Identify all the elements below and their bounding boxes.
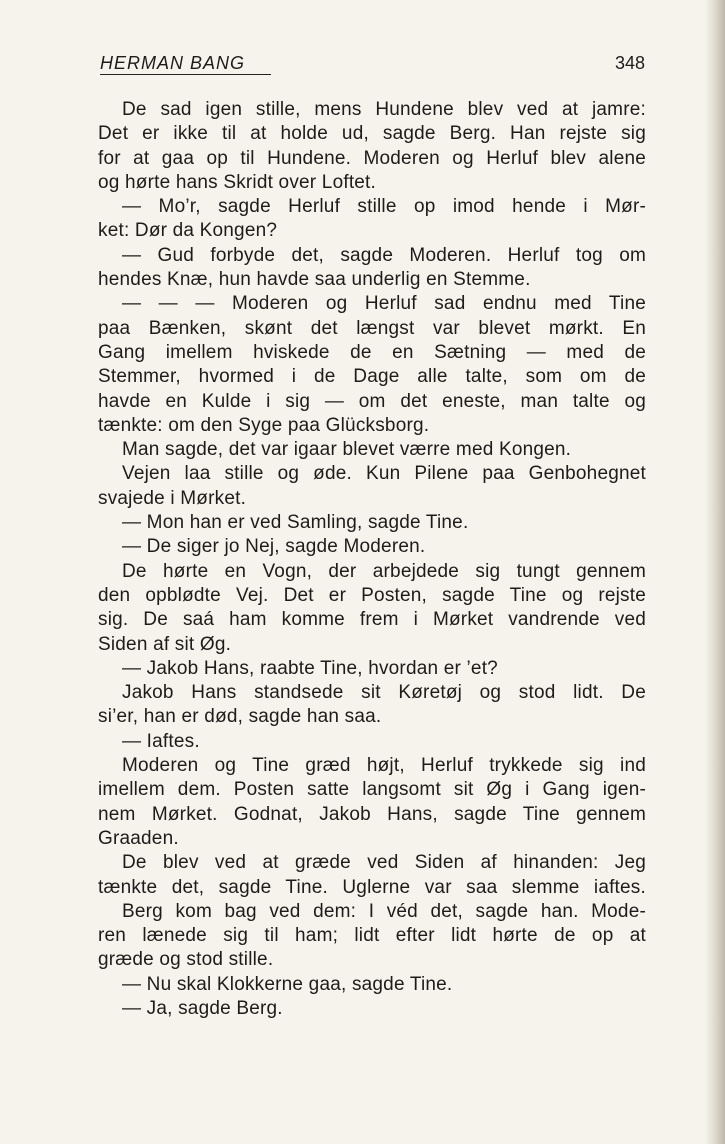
text-line: Det er ikke til at holde ud, sagde Berg. Han rejste sig bbox=[98, 123, 646, 145]
text-line: — Jakob Hans, raabte Tine, hvordan er ’et? bbox=[122, 657, 498, 679]
text-line: svajede i Mørket. bbox=[98, 487, 247, 509]
text-line: ren lænede sig til ham; lidt efter lidt hørte de op at bbox=[98, 925, 646, 947]
text-line: — Mon han er ved Samling, sagde Tine. bbox=[122, 512, 469, 534]
text-line: Stemmer, hvormed i de Dage alle talte, som om de bbox=[98, 366, 646, 388]
page-header bbox=[100, 52, 645, 80]
text-line: De sad igen stille, mens Hundene blev ved at jamre: bbox=[122, 99, 646, 120]
text-line: Man sagde, det var igaar blevet værre med Kongen. bbox=[122, 439, 572, 461]
text-line: De blev ved at græde ved Siden af hinanden: Jeg bbox=[122, 852, 646, 874]
text-line: imellem dem. Posten satte langsomt sit Øg i Gang igen- bbox=[98, 779, 646, 801]
text-line: — Mo’r, sagde Herluf stille op imod hende i Mør- bbox=[122, 196, 646, 218]
text-line: den opblødte Vej. Det er Posten, sagde Tine og rejste bbox=[98, 584, 646, 606]
text-line: græde og stod stille. bbox=[98, 949, 274, 971]
text-line: si’er, han er død, sagde han saa. bbox=[98, 706, 382, 728]
text-line: Moderen og Tine græd højt, Herluf trykkede sig ind bbox=[122, 755, 646, 777]
page-edge-shadow bbox=[705, 0, 725, 1144]
text-line: for at gaa op til Hundene. Moderen og Herluf blev alene bbox=[98, 147, 646, 169]
body-text bbox=[98, 98, 646, 1021]
text-line: De hørte en Vogn, der arbejdede sig tungt gennem bbox=[122, 560, 646, 582]
text-line: — Iaftes. bbox=[122, 730, 200, 752]
text-line: Gang imellem hviskede de en Sætning — med de bbox=[98, 341, 646, 363]
text-line: — Gud forbyde det, sagde Moderen. Herluf tog om bbox=[122, 244, 646, 266]
text-line: Vejen laa stille og øde. Kun Pilene paa Genbohegnet bbox=[122, 463, 646, 485]
running-head: HERMAN BANG bbox=[100, 52, 271, 75]
text-line: — Ja, sagde Berg. bbox=[122, 997, 283, 1019]
text-line: — — — Moderen og Herluf sad endnu med Tine bbox=[122, 293, 646, 315]
text-line: sig. De saá ham komme frem i Mørket vandrende ved bbox=[98, 609, 646, 631]
text-line: Berg kom bag ved dem: I véd det, sagde han. Mode- bbox=[122, 900, 646, 922]
text-line: tænkte det, sagde Tine. Uglerne var saa slemme iaftes. bbox=[98, 876, 646, 898]
text-line: Siden af sit Øg. bbox=[98, 633, 232, 655]
text-line: og hørte hans Skridt over Loftet. bbox=[98, 171, 377, 193]
text-line: Jakob Hans standsede sit Køretøj og stod lidt. De bbox=[122, 682, 646, 704]
text-line: Graaden. bbox=[98, 827, 179, 849]
text-line: tænkte: om den Syge paa Glücksborg. bbox=[98, 414, 430, 436]
page-number: 348 bbox=[614, 53, 645, 73]
text-line: nem Mørket. Godnat, Jakob Hans, sagde Tine gennem bbox=[98, 803, 646, 825]
text-line: hendes Knæ, hun havde saa underlig en Stemme. bbox=[98, 269, 531, 291]
text-line: paa Bænken, skønt det længst var blevet mørkt. En bbox=[98, 317, 646, 339]
text-line: havde en Kulde i sig — om det eneste, man talte og bbox=[98, 390, 646, 412]
text-line: — De siger jo Nej, sagde Moderen. bbox=[122, 536, 426, 558]
text-line: ket: Dør da Kongen? bbox=[98, 220, 278, 242]
text-line: — Nu skal Klokkerne gaa, sagde Tine. bbox=[122, 973, 453, 995]
